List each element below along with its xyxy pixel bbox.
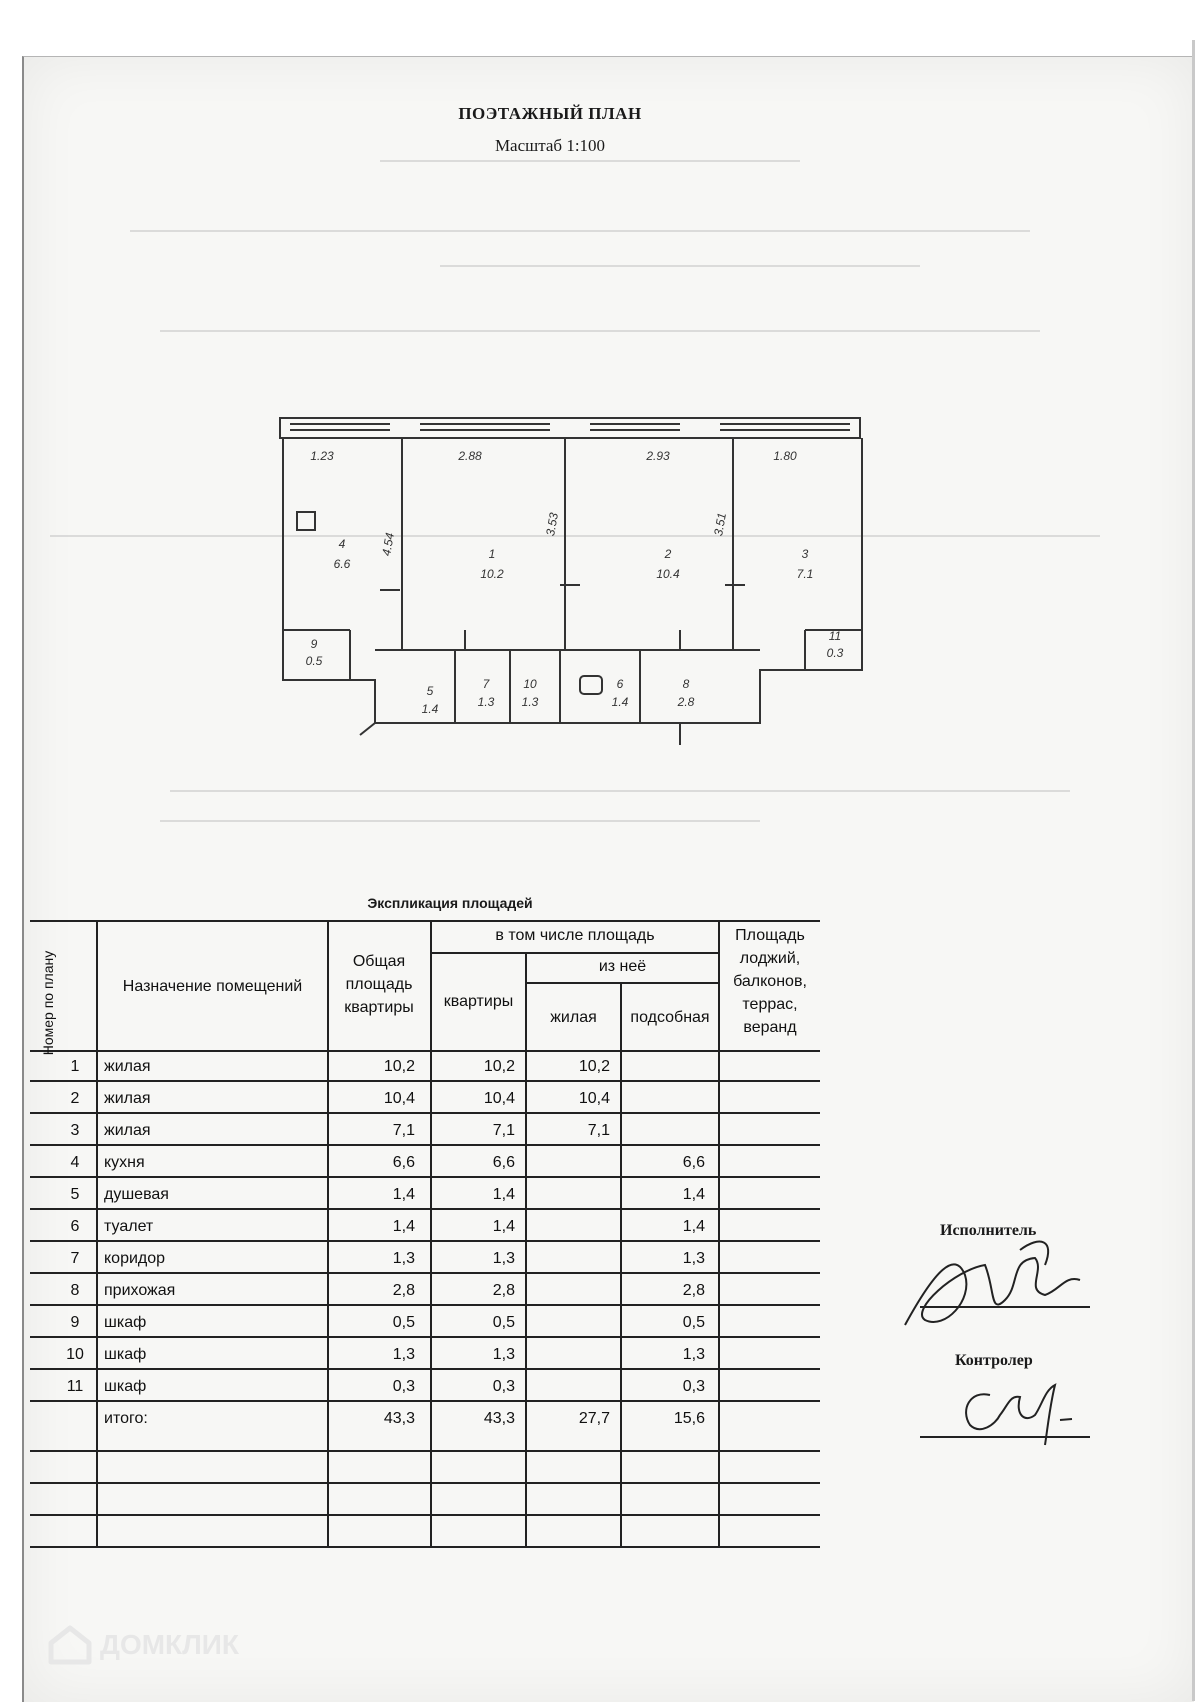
table-border	[30, 920, 820, 922]
plan-dimension: 3.53	[543, 511, 561, 538]
table-border	[30, 1080, 820, 1082]
table-border	[30, 1304, 820, 1306]
row-number: 2	[70, 1090, 80, 1107]
row-total-area: 0,3	[392, 1378, 415, 1395]
table-border	[30, 1336, 820, 1338]
plan-dimension: 1.23	[310, 449, 334, 463]
header-including: в том числе площадь	[495, 927, 655, 944]
table-border	[30, 1208, 820, 1210]
room-number: 1	[488, 547, 496, 561]
row-total-area: 2,8	[392, 1282, 415, 1299]
row-aux-area: 1,3	[682, 1250, 705, 1267]
table-border	[327, 920, 329, 1548]
row-total-area: 6,6	[392, 1154, 415, 1171]
document-title: ПОЭТАЖНЫЙ ПЛАН	[458, 104, 642, 123]
room-number: 4	[338, 537, 346, 551]
table-border	[30, 1368, 820, 1370]
room-area: 2.8	[677, 695, 695, 709]
controller-label: Контролер	[955, 1352, 1033, 1369]
table-border	[620, 982, 622, 1548]
table-border	[96, 920, 98, 1548]
table-border	[30, 1144, 820, 1146]
table-border	[30, 1240, 820, 1242]
table-border	[430, 920, 432, 1548]
row-purpose: кухня	[104, 1154, 145, 1171]
table-border	[30, 1514, 820, 1516]
row-aux-area: 1,4	[682, 1186, 705, 1203]
row-aux-area: 1,3	[682, 1346, 705, 1363]
row-number: 10	[66, 1346, 84, 1363]
row-aux-area: 0,3	[682, 1378, 705, 1395]
row-total-area: 10,2	[383, 1058, 415, 1075]
room-area: 1.3	[521, 695, 539, 709]
row-purpose: шкаф	[104, 1314, 147, 1331]
row-apartment-area: 6,6	[492, 1154, 515, 1171]
row-number: 3	[70, 1122, 80, 1139]
room-area: 1.4	[421, 702, 439, 716]
row-living-area: 10,2	[578, 1058, 610, 1075]
room-number: 10	[523, 677, 537, 691]
row-purpose: жилая	[104, 1058, 151, 1075]
row-total-area: 1,3	[392, 1250, 415, 1267]
room-area: 10.2	[480, 567, 504, 581]
plan-dimension: 3.51	[711, 511, 729, 538]
executor-signature-line	[920, 1306, 1090, 1308]
row-purpose: прихожая	[104, 1282, 176, 1299]
header-purpose: Назначение помещений	[122, 978, 303, 995]
row-purpose: коридор	[104, 1250, 166, 1267]
table-border	[30, 1050, 820, 1052]
row-number: 11	[66, 1378, 84, 1395]
header-plan-number: Номер по плану	[40, 950, 56, 1056]
plan-dimension: 2.93	[646, 449, 670, 463]
row-aux-area: 6,6	[682, 1154, 705, 1171]
row-living-area: 10,4	[578, 1090, 610, 1107]
row-total-area: 0,5	[392, 1314, 415, 1331]
total-row-total-area: 43,3	[383, 1410, 415, 1427]
table-border	[30, 1450, 820, 1452]
room-area: 0.5	[305, 654, 323, 668]
header-auxiliary: подсобная	[630, 1009, 710, 1026]
row-purpose: жилая	[104, 1090, 151, 1107]
header-living: жилая	[550, 1009, 597, 1026]
table-border	[718, 920, 720, 1548]
row-apartment-area: 7,1	[492, 1122, 515, 1139]
explication-title: Экспликация площадей	[367, 895, 533, 911]
table-border	[30, 1546, 820, 1548]
table-border	[30, 1400, 820, 1402]
header-total-area: Общая площадь квартиры	[344, 953, 414, 1016]
room-area: 7.1	[796, 567, 814, 581]
table-border	[30, 1272, 820, 1274]
row-total-area: 1,4	[392, 1218, 415, 1235]
plan-dimension: 2.88	[458, 449, 482, 463]
row-number: 1	[70, 1058, 80, 1075]
executor-label: Исполнитель	[940, 1222, 1037, 1239]
row-apartment-area: 0,3	[492, 1378, 515, 1395]
header-loggias: Площадь лоджий, балконов, террас, веранд	[733, 927, 807, 1036]
room-area: 10.4	[656, 567, 680, 581]
row-apartment-area: 1,4	[492, 1186, 515, 1203]
row-apartment-area: 10,4	[483, 1090, 515, 1107]
controller-signature	[950, 1375, 1110, 1455]
header-of-it: из неё	[598, 958, 647, 975]
room-area: 1.4	[611, 695, 629, 709]
row-apartment-area: 1,4	[492, 1218, 515, 1235]
table-border	[30, 1112, 820, 1114]
total-row-aux-area: 15,6	[673, 1410, 705, 1427]
table-border	[620, 982, 720, 984]
room-area: 0.3	[826, 646, 844, 660]
room-number: 5	[426, 684, 434, 698]
document-scale: Масштаб 1:100	[494, 136, 606, 155]
table-border	[430, 952, 720, 954]
row-aux-area: 0,5	[682, 1314, 705, 1331]
row-aux-area: 1,4	[682, 1218, 705, 1235]
room-number: 9	[310, 637, 318, 651]
row-number: 6	[70, 1218, 80, 1235]
header-apartment: квартиры	[443, 993, 514, 1010]
table-border	[30, 1482, 820, 1484]
row-total-area: 10,4	[383, 1090, 415, 1107]
room-number: 8	[682, 677, 690, 691]
row-number: 7	[70, 1250, 80, 1267]
total-row-living-area: 27,7	[578, 1410, 610, 1427]
domclick-watermark	[48, 1625, 239, 1665]
row-total-area: 1,4	[392, 1186, 415, 1203]
row-living-area: 7,1	[587, 1122, 610, 1139]
row-purpose: душевая	[104, 1186, 169, 1203]
table-border	[525, 952, 527, 1548]
room-number: 7	[482, 677, 490, 691]
row-number: 9	[70, 1314, 80, 1331]
total-row-apartment-area: 43,3	[483, 1410, 515, 1427]
row-total-area: 7,1	[392, 1122, 415, 1139]
executor-signature	[895, 1230, 1095, 1350]
row-apartment-area: 0,5	[492, 1314, 515, 1331]
plan-dimension: 4.54	[379, 531, 397, 558]
table-border	[30, 1176, 820, 1178]
row-apartment-area: 1,3	[492, 1346, 515, 1363]
row-number: 4	[70, 1154, 80, 1171]
house-logo-icon	[48, 1625, 92, 1665]
row-apartment-area: 1,3	[492, 1250, 515, 1267]
plan-dimension: 1.80	[773, 449, 797, 463]
row-aux-area: 2,8	[682, 1282, 705, 1299]
watermark-text: ДОМКЛИК	[100, 1629, 240, 1660]
row-apartment-area: 10,2	[483, 1058, 515, 1075]
total-row-purpose: итого:	[104, 1410, 148, 1427]
row-number: 8	[70, 1282, 80, 1299]
controller-signature-line	[920, 1436, 1090, 1438]
row-purpose: шкаф	[104, 1346, 147, 1363]
room-number: 3	[801, 547, 809, 561]
row-number: 5	[70, 1186, 80, 1203]
row-total-area: 1,3	[392, 1346, 415, 1363]
room-number: 11	[828, 629, 842, 643]
room-number: 6	[616, 677, 624, 691]
room-number: 2	[664, 547, 672, 561]
room-area: 1.3	[477, 695, 495, 709]
row-purpose: шкаф	[104, 1378, 147, 1395]
row-purpose: жилая	[104, 1122, 151, 1139]
row-apartment-area: 2,8	[492, 1282, 515, 1299]
row-purpose: туалет	[104, 1218, 154, 1235]
room-area: 6.6	[333, 557, 351, 571]
